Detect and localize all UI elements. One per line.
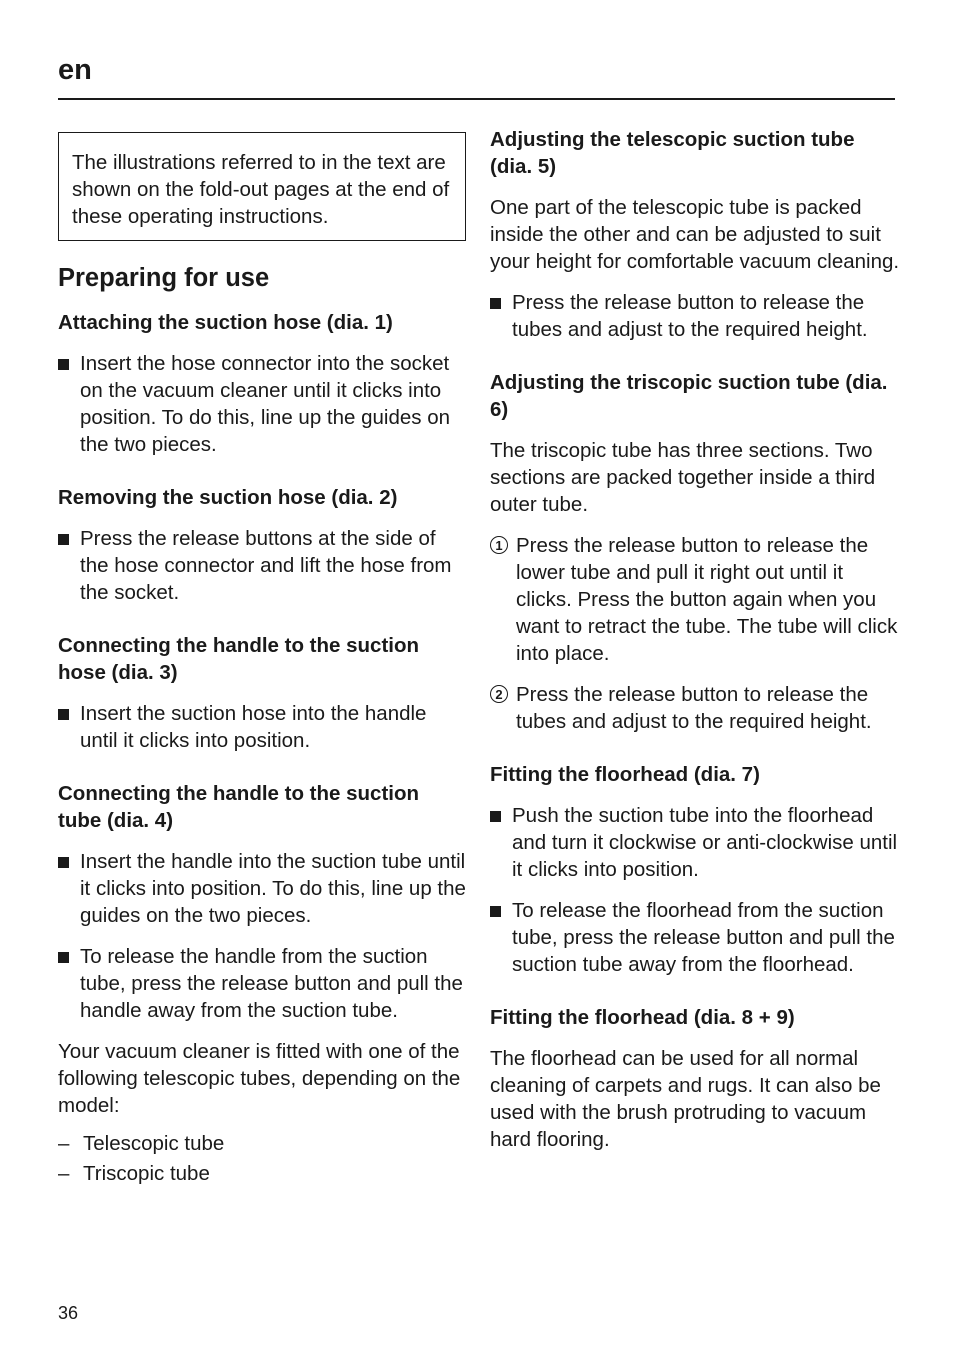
right-column bbox=[490, 126, 900, 1153]
attaching-hose-steps bbox=[58, 350, 466, 458]
tube-types-list bbox=[58, 1129, 466, 1189]
heading-attaching-hose: Attaching the suction hose (dia. 1) bbox=[58, 311, 393, 334]
list-item-text: Insert the suction hose into the handle until it clicks into position. bbox=[80, 702, 427, 752]
list-item-text: To release the handle from the suction tube, press the release button and pull the handle away from the suction tube. bbox=[80, 945, 463, 1022]
list-item bbox=[58, 848, 466, 929]
list-item bbox=[490, 681, 900, 735]
square-bullet-icon bbox=[58, 857, 69, 868]
triscopic-tube-steps bbox=[490, 532, 900, 735]
section-title: Preparing for use bbox=[58, 264, 270, 292]
list-item-text: Press the release buttons at the side of the hose connector and lift the hose from the socket. bbox=[80, 527, 452, 604]
handle-hose-steps bbox=[58, 700, 466, 754]
list-item bbox=[58, 1159, 466, 1189]
heading-floorhead-8-9: Fitting the floorhead (dia. 8 + 9) bbox=[490, 1006, 795, 1029]
list-item-text: Press the release button to release the lower tube and pull it right out until it clicks. Press the button again when you want to retract the tube. The tube will click into place. bbox=[516, 534, 898, 665]
list-item-text: Press the release button to release the tubes and adjust to the required height. bbox=[512, 291, 868, 341]
heading-removing-hose: Removing the suction hose (dia. 2) bbox=[58, 486, 398, 509]
list-item bbox=[58, 1129, 466, 1159]
list-item-text: To release the floorhead from the suction tube, press the release button and pull the suction tube away from the floorhead. bbox=[512, 899, 895, 976]
square-bullet-icon bbox=[58, 952, 69, 963]
telescopic-tube-paragraph: One part of the telescopic tube is packed inside the other and can be adjusted to suit your height for comfortable vacuum cleaning. bbox=[490, 196, 900, 273]
square-bullet-icon bbox=[58, 534, 69, 545]
floorhead-8-9-paragraph: The floorhead can be used for all normal cleaning of carpets and rugs. It can also be used with the brush protruding to vacuum hard flooring. bbox=[490, 1047, 881, 1151]
heading-floorhead-7: Fitting the floorhead (dia. 7) bbox=[490, 763, 760, 786]
heading-triscopic-tube: Adjusting the triscopic suction tube (dia. 6) bbox=[490, 371, 888, 421]
heading-telescopic-tube: Adjusting the telescopic suction tube (dia. 5) bbox=[490, 128, 855, 178]
square-bullet-icon bbox=[490, 811, 501, 822]
list-item-text: Triscopic tube bbox=[83, 1162, 210, 1185]
header-rule bbox=[58, 98, 895, 100]
page-number: 36 bbox=[58, 1303, 79, 1323]
floorhead-7-steps bbox=[490, 802, 900, 978]
list-item-text: Push the suction tube into the floorhead and turn it clockwise or anti-clockwise until it clicks into position. bbox=[512, 804, 898, 881]
heading-handle-hose: Connecting the handle to the suction hose (dia. 3) bbox=[58, 634, 420, 684]
list-item bbox=[490, 289, 900, 343]
list-item-text: Press the release button to release the tubes and adjust to the required height. bbox=[516, 683, 872, 733]
square-bullet-icon bbox=[490, 906, 501, 917]
list-item-text: Insert the hose connector into the socket on the vacuum cleaner until it clicks into position. To do this, line up the guides on the two pieces. bbox=[80, 352, 451, 456]
square-bullet-icon bbox=[58, 359, 69, 370]
list-item bbox=[490, 802, 900, 883]
list-item bbox=[58, 350, 466, 458]
list-item bbox=[58, 943, 466, 1024]
step-number-icon: 2 bbox=[490, 685, 508, 703]
list-item-text: Insert the handle into the suction tube until it clicks into position. To do this, line up the guides on the two pieces. bbox=[80, 850, 466, 927]
list-item bbox=[490, 897, 900, 978]
removing-hose-steps bbox=[58, 525, 466, 606]
left-column bbox=[58, 126, 466, 1189]
tube-models-paragraph: Your vacuum cleaner is fitted with one of the following telescopic tubes, depending on the model: bbox=[58, 1040, 461, 1117]
telescopic-tube-steps bbox=[490, 289, 900, 343]
square-bullet-icon bbox=[58, 709, 69, 720]
heading-handle-tube: Connecting the handle to the suction tube (dia. 4) bbox=[58, 782, 420, 832]
list-item bbox=[490, 532, 900, 667]
dash-marker: – bbox=[58, 1162, 70, 1185]
list-item bbox=[58, 525, 466, 606]
triscopic-tube-paragraph: The triscopic tube has three sections. Two sections are packed together inside a third outer tube. bbox=[490, 439, 876, 516]
step-number-icon: 1 bbox=[490, 536, 508, 554]
handle-tube-steps bbox=[58, 848, 466, 1024]
illustration-notice-box: The illustrations referred to in the text are shown on the fold-out pages at the end of these operating instructions. bbox=[58, 132, 466, 241]
square-bullet-icon bbox=[490, 298, 501, 309]
dash-marker: – bbox=[58, 1132, 70, 1155]
language-code: en bbox=[58, 54, 92, 86]
list-item bbox=[58, 700, 466, 754]
list-item-text: Telescopic tube bbox=[83, 1132, 225, 1155]
